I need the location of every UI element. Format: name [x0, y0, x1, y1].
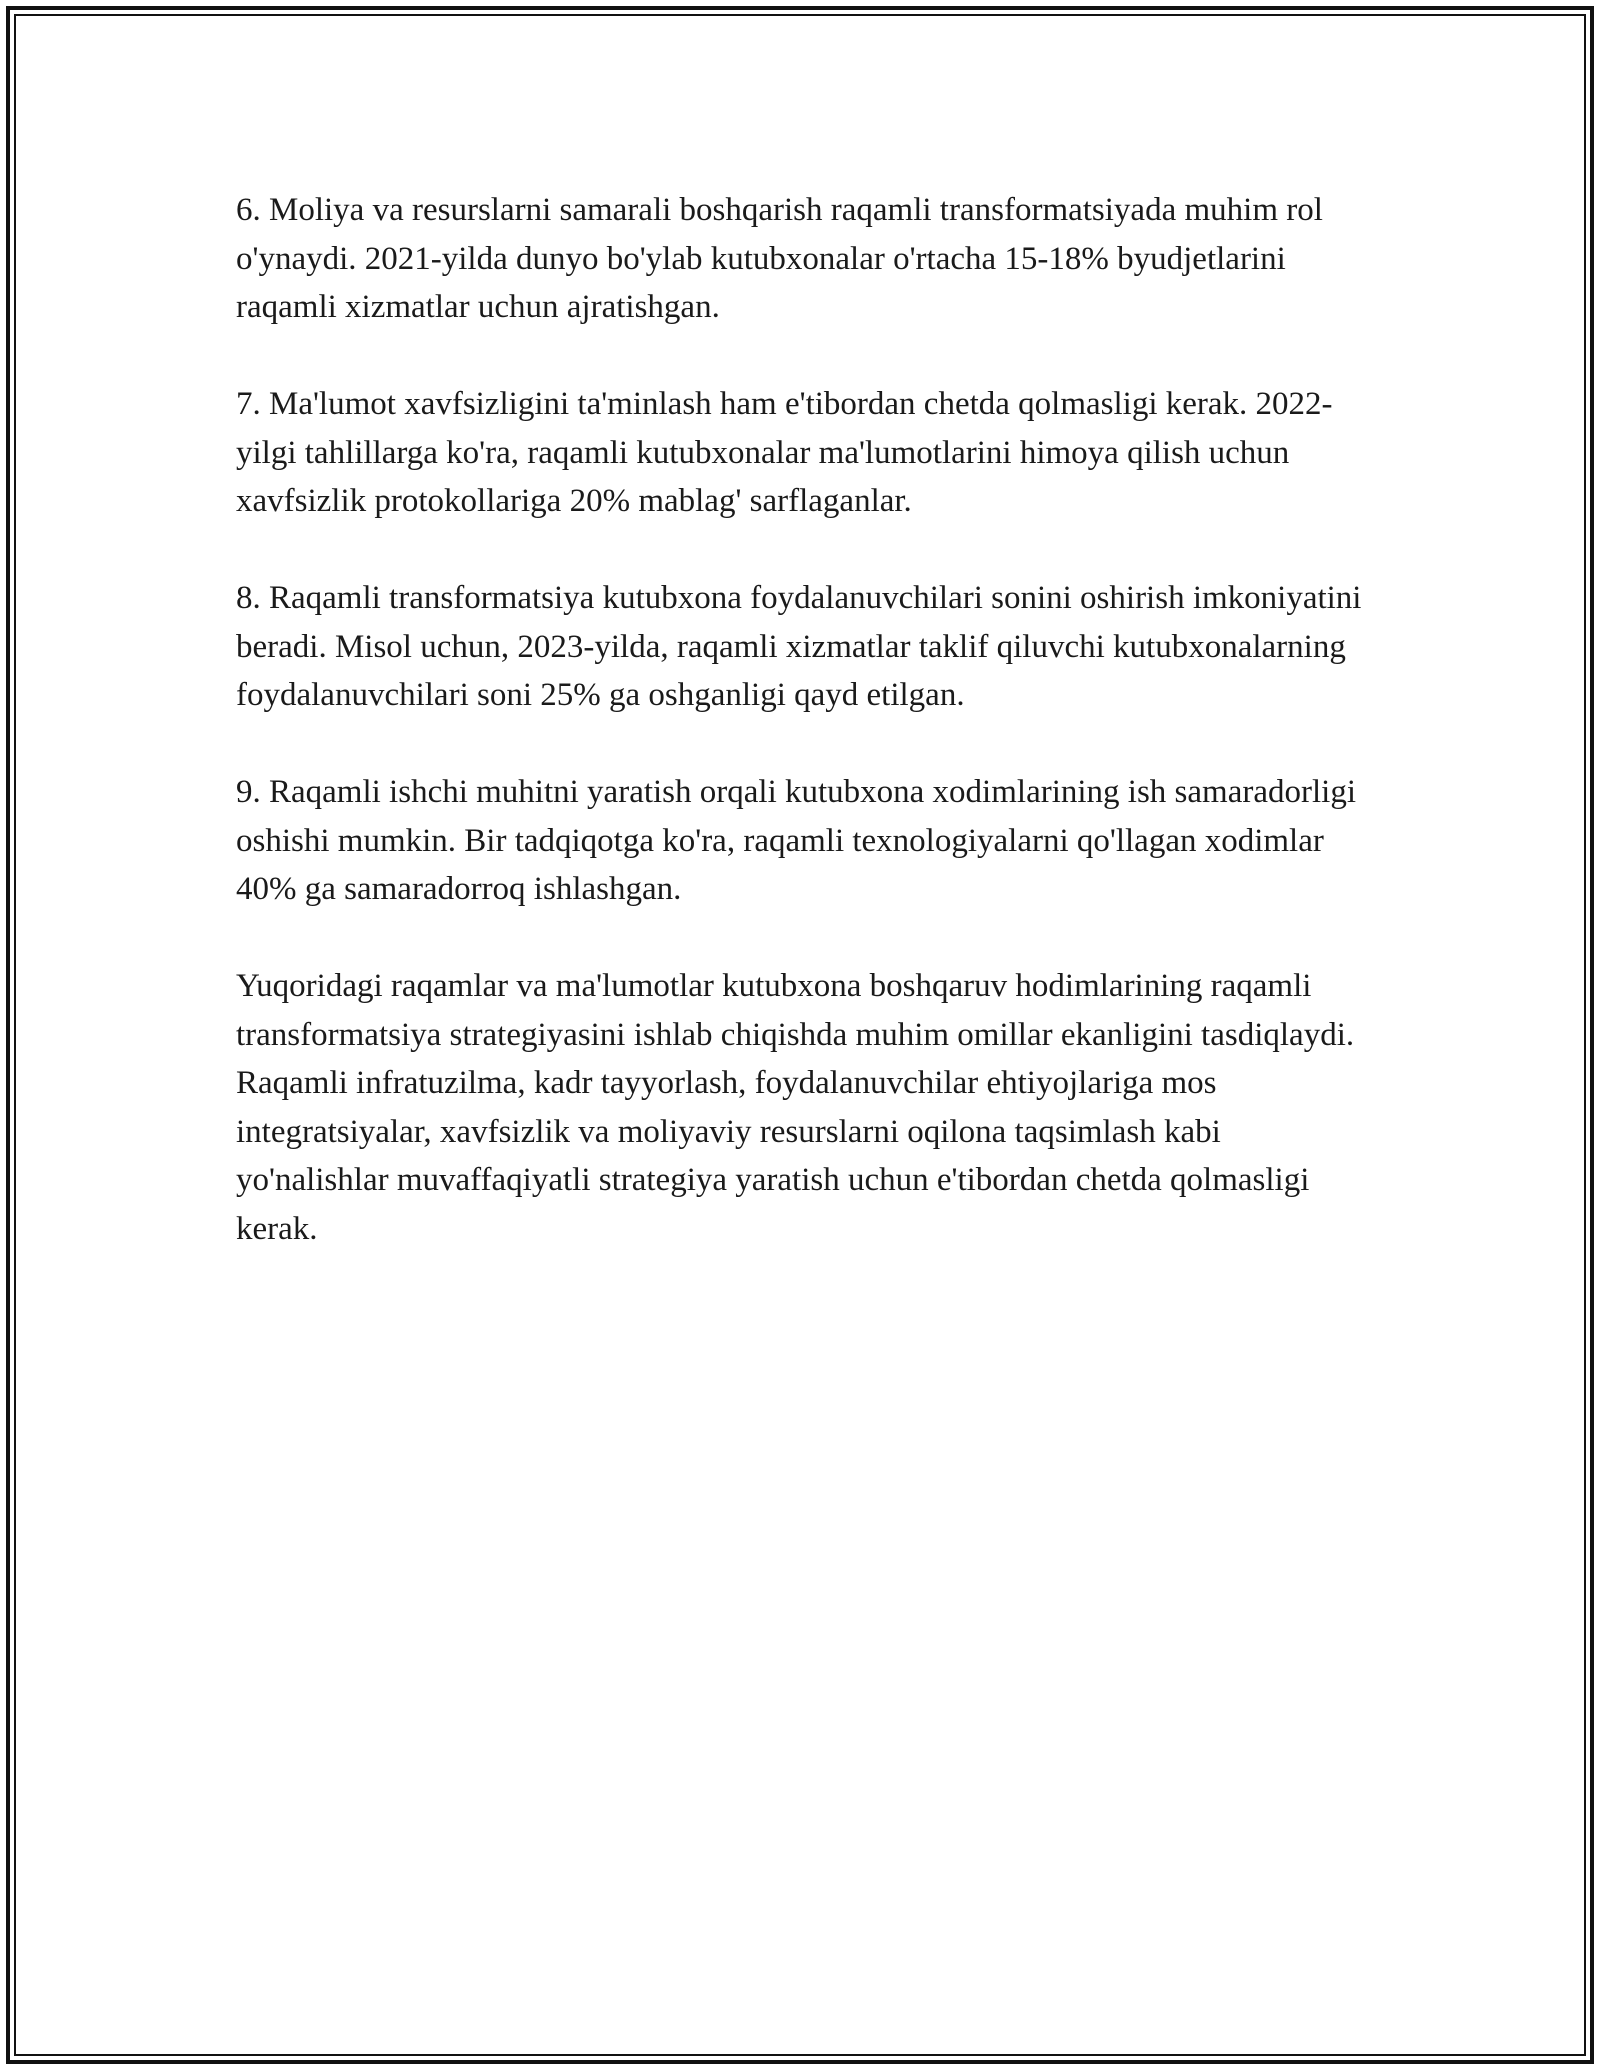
document-body — [236, 186, 1376, 1302]
paragraph-8-users: 8. Raqamli transformatsiya kutubxona foydalanuvchilari sonini oshirish imkoniyatini beradi. Misol uchun, 2023-yilda, raqamli xizmatlar taklif qiluvchi kutubxonalarning foydalanuvchilari soni 25% ga oshganligi qayd etilgan. — [236, 580, 1362, 713]
paragraph-conclusion: Yuqoridagi raqamlar va ma'lumotlar kutubxona boshqaruv hodimlarining raqamli transformatsiya strategiyasini ishlab chiqishda muhim omillar ekanligini tasdiqlaydi. Raqamli infratuzilma, kadr tayyorlash, foydalanuvchilar ehtiyojlariga mos integratsiyalar, xavfsizlik va moliyaviy resurslarni oqilona taqsimlash kabi yo'nalishlar muvaffaqiyatli strategiya yaratish uchun e'tibordan chetda qolmasligi kerak. — [236, 968, 1355, 1247]
paragraph-6-finance: 6. Moliya va resurslarni samarali boshqarish raqamli transformatsiyada muhim rol o'ynaydi. 2021-yilda dunyo bo'ylab kutubxonalar o'rtacha 15-18% byudjetlarini raqamli xizmatlar uchun ajratishgan. — [236, 192, 1323, 325]
paragraph-7-security: 7. Ma'lumot xavfsizligini ta'minlash ham e'tibordan chetda qolmasligi kerak. 2022-yilgi tahlillarga ko'ra, raqamli kutubxonalar ma'lumotlarini himoya qilish uchun xavfsizlik protokollariga 20% mablag' sarflaganlar. — [236, 386, 1333, 519]
paragraph-9-workplace: 9. Raqamli ishchi muhitni yaratish orqali kutubxona xodimlarining ish samaradorligi oshishi mumkin. Bir tadqiqotga ko'ra, raqamli texnologiyalarni qo'llagan xodimlar 40% ga samaradorroq ishlashgan. — [236, 774, 1356, 907]
